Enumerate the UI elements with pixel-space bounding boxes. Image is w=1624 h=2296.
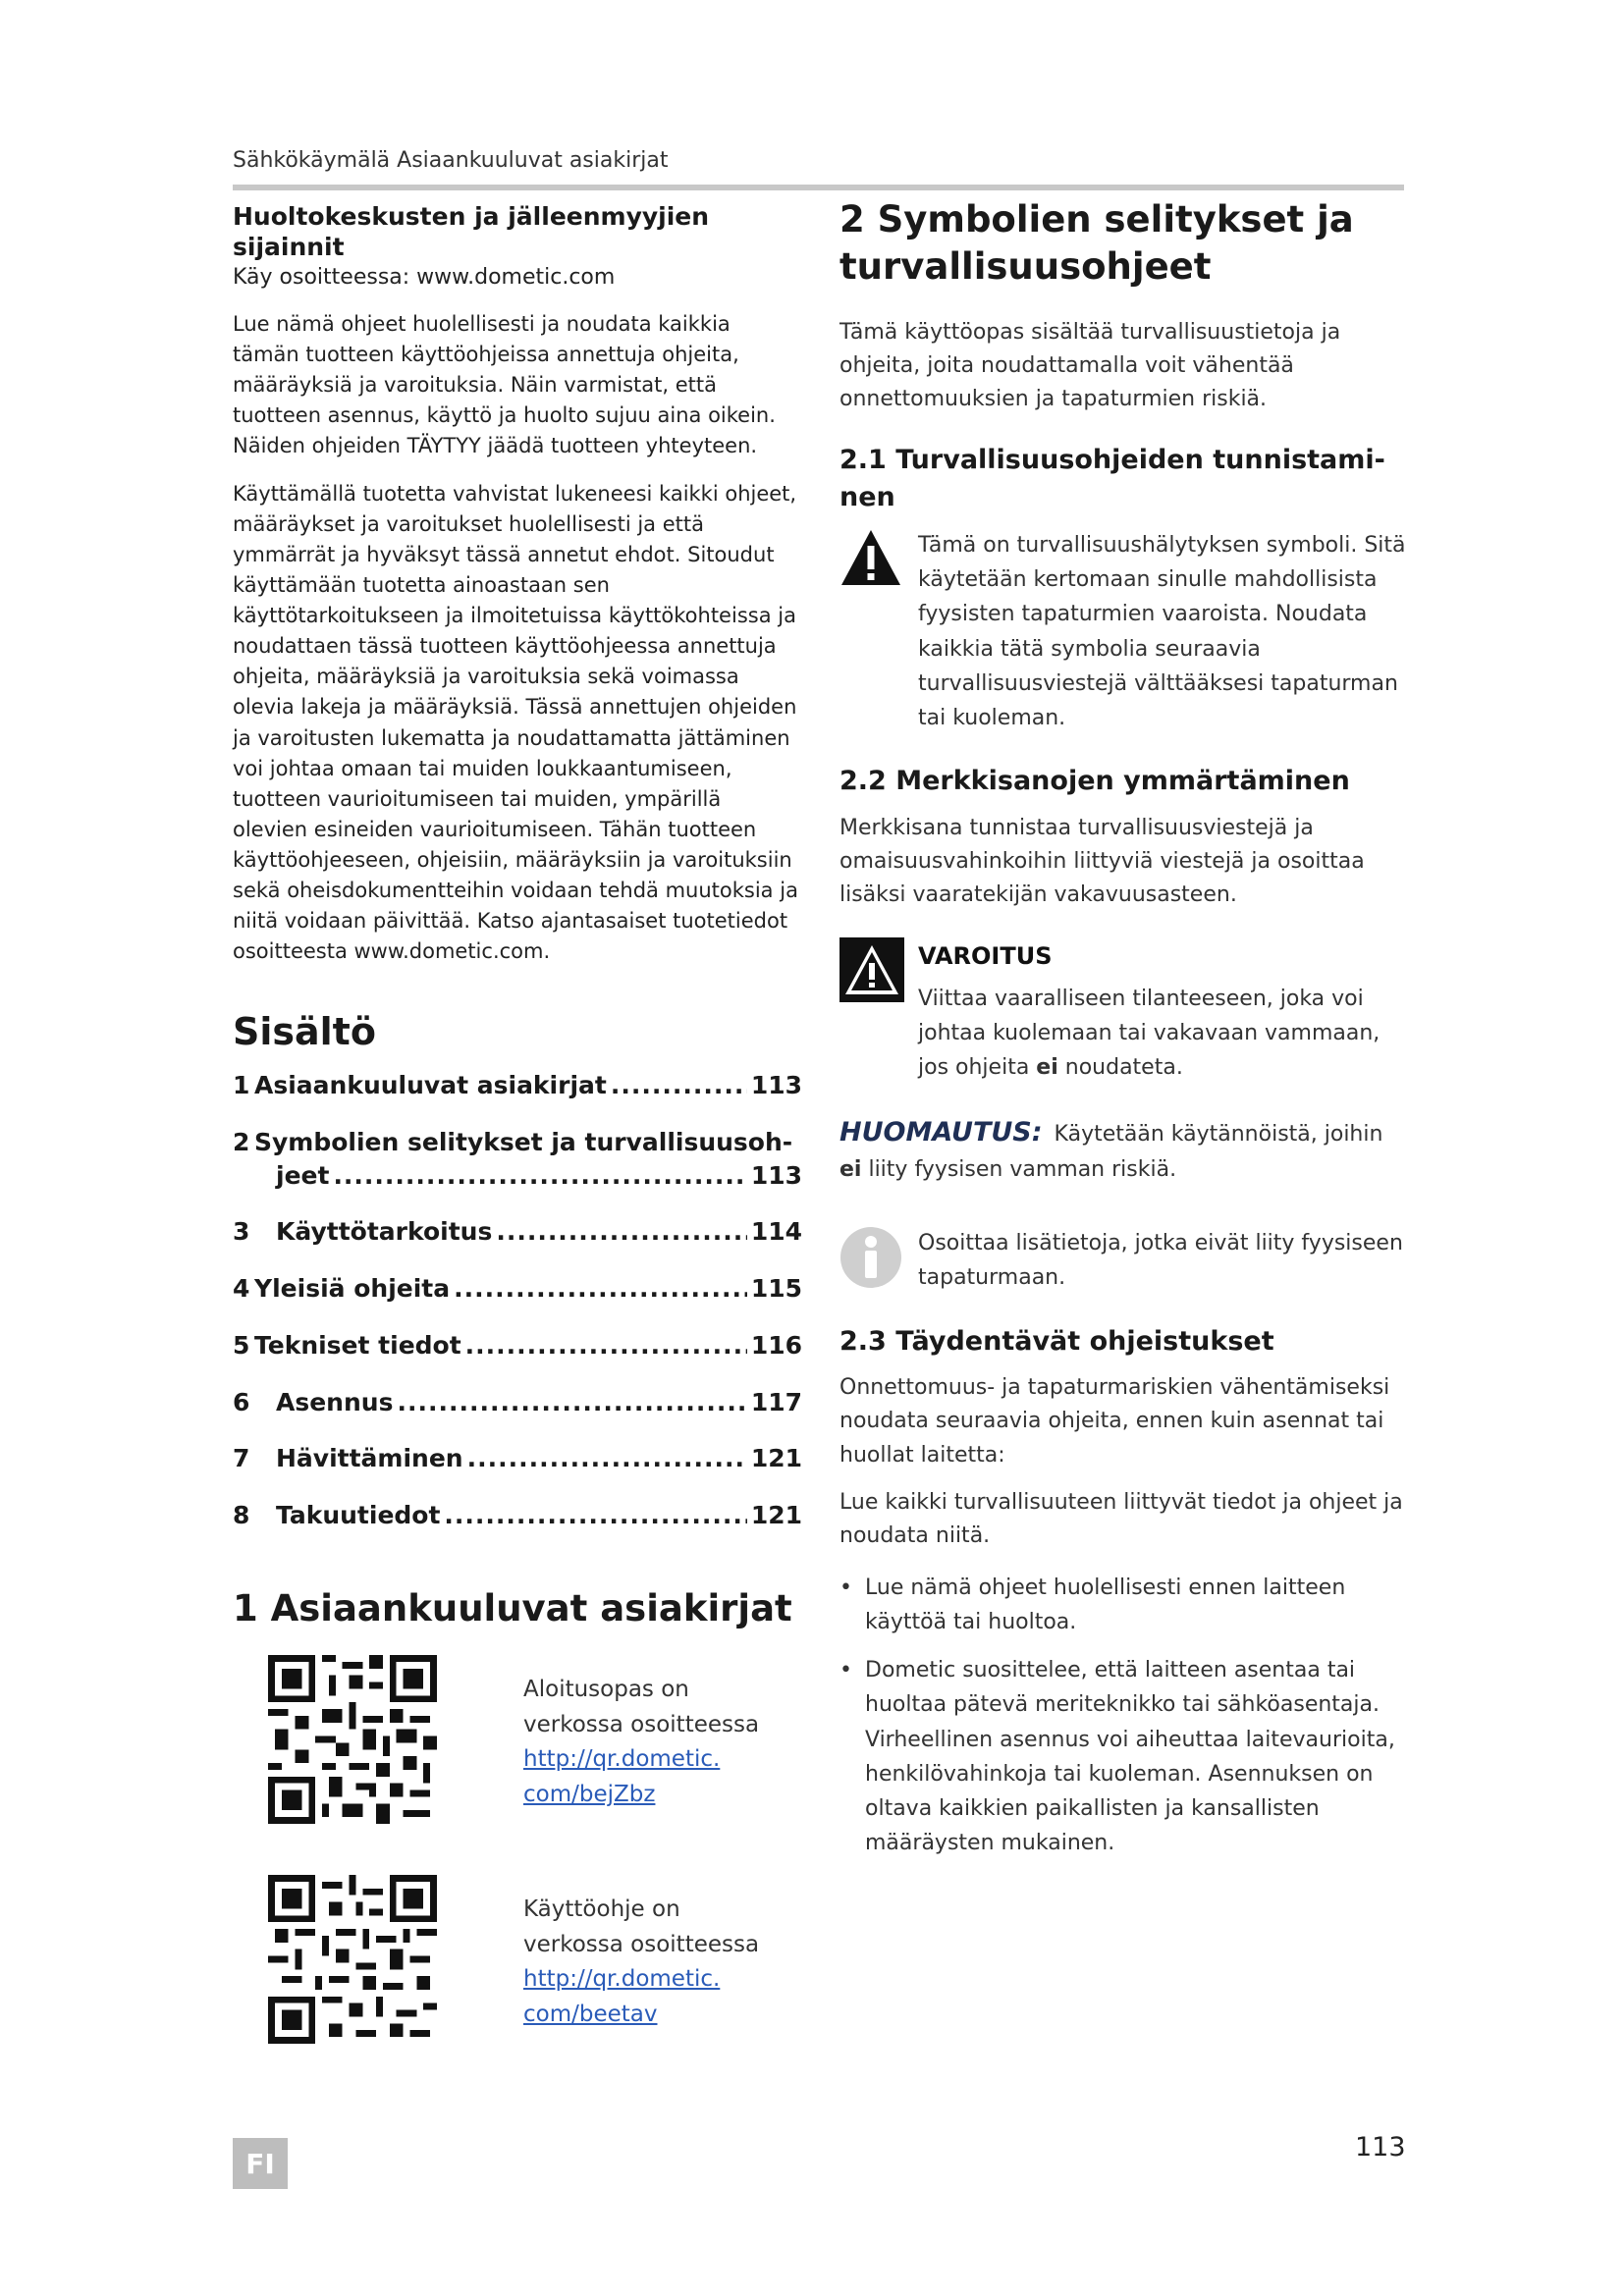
page-number: 113 <box>1355 2132 1406 2163</box>
section-2-3-title: 2.3 Täydentävät ohjeistukset <box>839 1325 1274 1357</box>
section-1-title: 1 Asiaankuuluvat asiakirjat <box>233 1586 792 1629</box>
toc-leader <box>467 1442 747 1475</box>
manual-link[interactable] <box>523 1962 759 2032</box>
quickstart-link-part2[interactable]: com/bejZbz <box>523 1781 656 1807</box>
toc-page: 113 <box>750 1160 802 1190</box>
safety-alert-text: Tämä on turvallisuushälytyksen symboli. Sitä käytetään kertomaan sinulle mahdollisista fyysisten tapaturmien vaaroista. Noudata kaikkia tätä symbolia seuraavia turvallisuusviestejä välttääksesi tapaturman tai kuoleman. <box>918 533 1406 730</box>
toc-title: Sisältö <box>233 1010 376 1054</box>
list-item: • Lue nämä ohjeet huolellisesti ennen laitteen käyttöä tai huoltoa. <box>839 1571 1409 1639</box>
qr-code-icon[interactable] <box>268 1655 437 1824</box>
section-2-2-title: 2.2 Merkkisanojen ymmärtäminen <box>839 766 1350 797</box>
section-2-title: 2 Symbolien selitykset ja turvallisuusohjeet <box>839 198 1354 289</box>
toc-leader <box>496 1215 746 1249</box>
warning-text-part: noudateta. <box>1057 1055 1183 1081</box>
running-header: Sähkökäymälä Asiaankuuluvat asiakirjat <box>233 148 669 173</box>
qr-block-quickstart <box>233 1655 802 1824</box>
toc-leader <box>397 1386 746 1419</box>
list-item: • Dometic suosittelee, että laitteen asentaa tai huoltaa pätevä meriteknikko tai sähköasentaja. Virheellinen asennus voi aiheuttaa laitevaurioita, henkilövahinkoja tai kuoleman. Asennuksen on oltava kaikkien paikallisten ja kansallisten määräysten mukainen. <box>839 1653 1409 1860</box>
qr-caption-line: verkossa osoitteessa <box>523 1711 760 1737</box>
toc-number: 2 <box>233 1127 250 1156</box>
toc-label: Takuutiedot <box>276 1501 441 1530</box>
toc-leader <box>444 1499 746 1532</box>
toc-page: 117 <box>750 1387 802 1416</box>
section-2-intro: Tämä käyttöopas sisältää turvallisuustietoja ja ohjeita, joita noudattamalla voit vähentää onnettomuuksien ja tapaturmien riskiä. <box>839 320 1341 412</box>
notice-text-part: Käytetään käytännöistä, joihin <box>1054 1122 1383 1148</box>
info-row <box>839 1226 1409 1295</box>
toc-item[interactable] <box>233 1386 802 1419</box>
manual-link-part1[interactable]: http://qr.dometic. <box>523 1966 721 1993</box>
toc-number: 4 <box>233 1274 250 1304</box>
toc-page: 116 <box>750 1330 802 1360</box>
manual-link-part2[interactable]: com/beetav <box>523 2001 658 2027</box>
qr-block-manual <box>233 1875 802 2044</box>
header-rule <box>233 185 1404 190</box>
safety-bullet-list <box>839 1571 1409 1861</box>
toc-item[interactable] <box>233 1215 802 1249</box>
right-column <box>839 196 1409 1874</box>
toc-item[interactable] <box>233 1272 802 1306</box>
toc-page: 114 <box>750 1217 802 1247</box>
toc-label: Symbolien selitykset ja turvallisuusoh- <box>254 1127 793 1156</box>
qr-caption-manual <box>523 1893 759 2033</box>
toc-item[interactable] <box>233 1329 802 1362</box>
intro-paragraph-2: Käyttämällä tuotetta vahvistat lukeneesi kaikki ohjeet, määräykset ja varoitukset huolellisesti ja että ymmärrät ja hyväksyt tässä annetut ehdot. Sitoudut käyttämään tuotetta ainoastaan sen käyttötarkoitukseen ja ilmoitetuissa käyttökohteissa ja noudattaen tässä tuotteen käyttöohjeessa annettuja ohjeita, määräyksiä ja varoituksia sekä voimassa olevia lakeja ja määräyksiä. Tässä annettujen ohjeiden ja varoitusten lukematta ja noudattamatta jättäminen voi johtaa omaan tai muiden loukkaantumiseen, tuotteen vaurioitumiseen tai muiden, ympärillä olevien esineiden vaurioitumiseen. Tähän tuotteen käyttöohjeeseen, ohjeisiin, määräyksiin ja varoituksiin sekä oheisdokumentteihin voidaan tehdä muutoksia ja niitä voidaan päivittää. Katso ajantasaiset tuotetiedot osoitteesta www.dometic.com. <box>233 481 798 964</box>
quickstart-link[interactable] <box>523 1742 759 1812</box>
warning-text-part: Viittaa vaaralliseen tilanteeseen, joka voi johtaa kuolemaan tai vakavaan vammaan, jos ohjeita <box>918 986 1380 1081</box>
toc-page: 121 <box>750 1444 802 1473</box>
toc-number: 5 <box>233 1330 250 1360</box>
language-badge: FI <box>233 2138 288 2189</box>
section-2-3-intro: Onnettomuus- ja tapaturmariskien vähentämiseksi noudata seuraavia ohjeita, ennen kuin asennat tai huollat laitetta: <box>839 1375 1390 1468</box>
warning-framed-icon <box>839 937 904 1002</box>
toc-item[interactable] <box>233 1442 802 1475</box>
left-column <box>233 201 802 2095</box>
toc-label: Käyttötarkoitus <box>276 1217 493 1247</box>
section-2-1-title: 2.1 Turvallisuusohjeiden tunnistami-nen <box>839 445 1385 513</box>
info-icon <box>839 1226 902 1289</box>
toc-label: Yleisiä ohjeita <box>254 1274 451 1304</box>
toc-item[interactable] <box>233 1499 802 1532</box>
service-locations-url: Käy osoitteessa: www.dometic.com <box>233 264 616 290</box>
toc-page: 113 <box>750 1071 802 1100</box>
intro-paragraph-1: Lue nämä ohjeet huolellisesti ja noudata kaikkia tämän tuotteen käyttöohjeissa annettuja ohjeita, määräyksiä ja varoituksia. Näin varmistat, että tuotteen asennus, käyttö ja huolto sujuu aina oikein. Näiden ohjeiden TÄYTYY jäädä tuotteen yhteyteen. <box>233 311 776 457</box>
toc-number: 7 <box>233 1444 250 1473</box>
notice-word: HUOMAUTUS: <box>839 1117 1043 1148</box>
warning-title: VAROITUS <box>918 942 1053 971</box>
toc-item[interactable] <box>233 1126 802 1193</box>
toc-number: 3 <box>233 1217 250 1247</box>
toc-number: 8 <box>233 1501 250 1530</box>
qr-caption-quickstart <box>523 1673 759 1813</box>
toc-leader <box>611 1069 747 1102</box>
qr-caption-line: verkossa osoitteessa <box>523 1931 760 1957</box>
warning-text-block <box>918 937 1409 1085</box>
warning-icon-box <box>839 937 918 1006</box>
notice-text-part: liity fyysisen vamman riskiä. <box>861 1157 1177 1183</box>
qr-caption-line: Käyttöohje on <box>523 1896 680 1922</box>
info-text: Osoittaa lisätietoja, jotka eivät liity fyysiseen tapaturmaan. <box>918 1231 1403 1291</box>
toc-label: Tekniset tiedot <box>254 1330 461 1360</box>
toc-label-continued: jeet <box>276 1160 330 1190</box>
qr-code-icon[interactable] <box>268 1875 437 2044</box>
quickstart-link-part1[interactable]: http://qr.dometic. <box>523 1746 721 1773</box>
service-locations-title: Huoltokeskusten ja jälleenmyyjien sijainnit <box>233 202 710 262</box>
toc-page: 121 <box>750 1501 802 1530</box>
toc-item[interactable] <box>233 1069 802 1102</box>
toc-number: 6 <box>233 1387 250 1416</box>
toc-page: 115 <box>750 1274 802 1304</box>
notice-block <box>839 1112 1409 1187</box>
safety-alert-row <box>839 528 1409 735</box>
warning-description <box>918 982 1409 1086</box>
warning-row <box>839 937 1409 1085</box>
toc-label: Asiaankuuluvat asiakirjat <box>254 1071 607 1100</box>
toc-leader <box>333 1159 746 1193</box>
qr-caption-line: Aloitusopas on <box>523 1676 689 1702</box>
section-2-3-read: Lue kaikki turvallisuuteen liittyvät tiedot ja ohjeet ja noudata niitä. <box>839 1489 1403 1548</box>
toc-number: 1 <box>233 1071 250 1100</box>
warning-triangle-icon <box>839 528 902 587</box>
toc-leader <box>465 1329 747 1362</box>
notice-text-emphasis: ei <box>839 1157 862 1183</box>
section-2-2-text: Merkkisana tunnistaa turvallisuusviestejä ja omaisuusvahinkoihin liittyviä viestejä ja osoittaa lisäksi vaaratekijän vakavuusasteen. <box>839 815 1365 908</box>
toc-label: Asennus <box>276 1387 394 1416</box>
toc-label: Hävittäminen <box>276 1444 463 1473</box>
toc-leader <box>454 1272 747 1306</box>
warning-text-emphasis: ei <box>1036 1055 1058 1081</box>
safety-alert-icon-box <box>839 528 918 591</box>
info-icon-box <box>839 1226 918 1293</box>
